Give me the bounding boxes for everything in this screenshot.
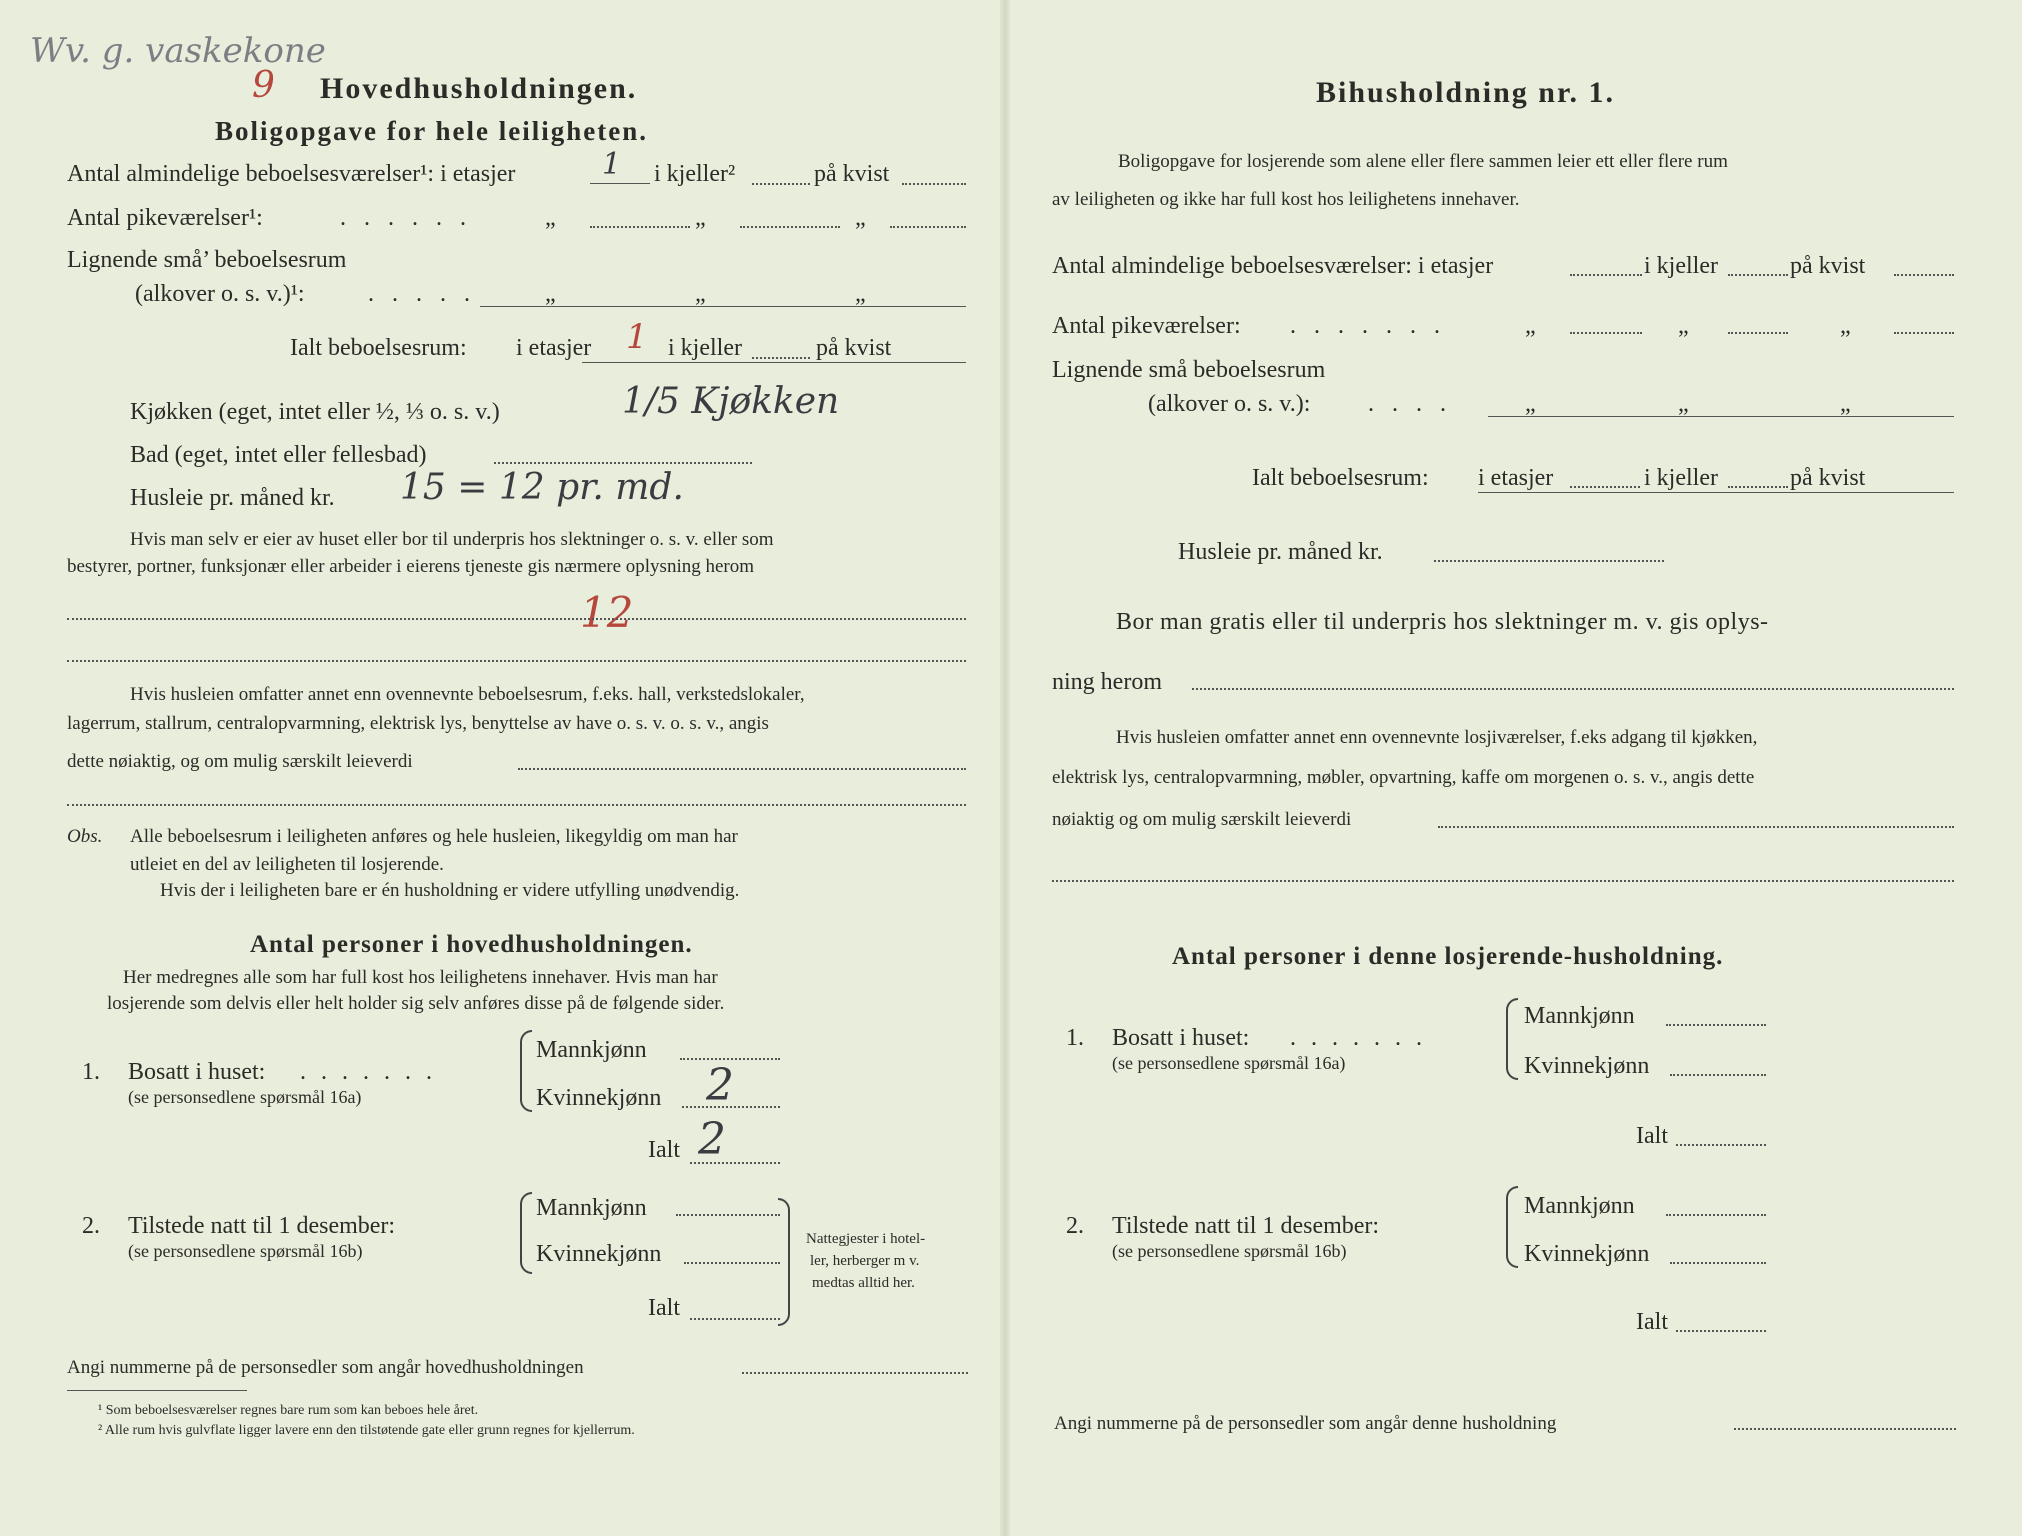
field-eier-1 — [67, 618, 966, 620]
nattegjester-bracket — [778, 1198, 790, 1326]
ditto-mark: „ — [1840, 313, 1851, 339]
r-row-husleie-label: Husleie pr. måned kr. — [1178, 539, 1383, 565]
value-12: 12 — [580, 588, 634, 637]
r-field-omfatter-2 — [1052, 880, 1954, 882]
r-para-gratis-line1: Bor man gratis eller til underpris hos slektninger m. v. gis oplys- — [1116, 609, 1769, 635]
field-angi — [742, 1372, 968, 1374]
r-q2-sub: (se personsedlene spørsmål 16b) — [1112, 1241, 1347, 1261]
obs-line1: Alle beboelsesrum i leiligheten anføres og hele husleien, likegyldig om man har — [130, 826, 738, 847]
q2-label: Tilstede natt til 1 desember: — [128, 1213, 396, 1239]
value-ialt-etasjer: 1 — [626, 317, 648, 357]
footnote-1: ¹ Som beboelsesværelser regnes bare rum som kan beboes hele året. — [98, 1403, 479, 1418]
field-kjeller — [752, 183, 810, 185]
r-field-lignende — [1488, 416, 1954, 417]
r-q2-mann-label: Mannkjønn — [1524, 1193, 1635, 1219]
r-row-lignende-label: Lignende små beboelsesrum — [1052, 357, 1326, 383]
q1-bracket — [520, 1030, 532, 1112]
field-omfatter-2 — [67, 804, 966, 806]
r-row-lignende-sub: (alkover o. s. v.): — [1148, 391, 1311, 417]
r-ialt-underline — [1478, 492, 1954, 493]
row-kjokken-label: Kjøkken (eget, intet eller ½, ⅓ o. s. v.) — [130, 399, 500, 425]
r-para-omfatter-line3: nøiaktig og om mulig særskilt leieverdi — [1052, 809, 1352, 830]
q1-ialt-label: Ialt — [648, 1137, 680, 1163]
leader-dots: .... — [1368, 391, 1464, 417]
ditto-mark: „ — [855, 281, 866, 307]
q1-number: 1. — [82, 1059, 100, 1085]
r-field-husleie — [1434, 560, 1664, 562]
ditto-mark: „ — [855, 205, 866, 231]
q1-kvinne-label: Kvinnekjønn — [536, 1085, 662, 1111]
para-omfatter-line1: Hvis husleien omfatter annet enn ovennevnte beboelsesrum, f.eks. hall, verkstedslokaler, — [130, 684, 805, 705]
r-field-q1-kvinne — [1670, 1074, 1766, 1076]
r-q1-label: Bosatt i huset: — [1112, 1025, 1250, 1051]
r-field-q2-mann — [1666, 1214, 1766, 1216]
row-lignende-sub: (alkover o. s. v.)¹: — [135, 281, 305, 307]
r-q2-label: Tilstede natt til 1 desember: — [1112, 1213, 1380, 1239]
label-kjeller: i kjeller² — [654, 161, 736, 187]
para-eier-line2: bestyrer, portner, funksjonær eller arbeider i eierens tjeneste gis nærmere oplysning herom — [67, 556, 755, 577]
footnote-2: ² Alle rum hvis gulvflate ligger lavere enn den tilstøtende gate eller grunn regnes for kjellerrum. — [98, 1423, 635, 1438]
row-bad-label: Bad (eget, intet eller fellesbad) — [130, 442, 427, 468]
field-eier-2 — [67, 660, 966, 662]
r-field-pike-etasjer — [1570, 332, 1642, 334]
ditto-mark: „ — [1678, 391, 1689, 417]
r-field-pike-kjeller — [1728, 332, 1788, 334]
value-kjokken: 1/5 Kjøkken — [622, 381, 840, 422]
r-label-ietasjer: i etasjer — [1478, 465, 1554, 491]
ditto-mark: „ — [545, 281, 556, 307]
row-pike-label: Antal pikeværelser¹: — [67, 205, 263, 231]
r-field-kvist — [1894, 274, 1954, 276]
r-label-ikjeller: i kjeller — [1644, 465, 1718, 491]
ditto-mark: „ — [1840, 391, 1851, 417]
leader-dots: ....... — [1290, 1025, 1437, 1051]
q2-kvinne-label: Kvinnekjønn — [536, 1241, 662, 1267]
q2-bracket — [520, 1192, 532, 1274]
r-para-omfatter-line2: elektrisk lys, centralopvarmning, møbler, opvartning, kaffe om morgenen o. s. v., angis dette — [1052, 767, 1755, 788]
r-para-omfatter-line1: Hvis husleien omfatter annet enn ovennevnte losjiværelser, f.eks adgang til kjøkken, — [1116, 727, 1758, 748]
q1-sub: (se personsedlene spørsmål 16a) — [128, 1087, 362, 1107]
persons-intro-line2: losjerende som delvis eller helt holder sig selv anføres disse på de følgende sider. — [107, 993, 725, 1014]
r-field-ialt-kjeller — [1728, 486, 1788, 488]
q1-mann-label: Mannkjønn — [536, 1037, 647, 1063]
page-fold — [1000, 0, 1010, 1536]
q2-ialt-label: Ialt — [648, 1295, 680, 1321]
r-label-ialt-kvist: på kvist — [1790, 465, 1866, 491]
r-row-almindelige-label: Antal almindelige beboelsesværelser: i etasjer — [1052, 253, 1494, 279]
r-q1-number: 1. — [1066, 1025, 1084, 1051]
ditto-mark: „ — [1525, 313, 1536, 339]
nattegjester-line2: ler, herberger m v. — [810, 1253, 920, 1269]
r-field-q2-ialt — [1676, 1330, 1766, 1332]
corner-note: Wv. g. vaskekone — [30, 31, 326, 71]
footnote-rule — [67, 1390, 247, 1391]
ditto-mark: „ — [695, 281, 706, 307]
row-almindelige-label: Antal almindelige beboelsesværelser¹: i etasjer — [67, 161, 516, 187]
r-field-angi — [1734, 1428, 1956, 1430]
r-field-q1-ialt — [1676, 1144, 1766, 1146]
r-angi-label: Angi nummerne på de personsedler som angår denne husholdning — [1054, 1413, 1557, 1434]
r-q2-number: 2. — [1066, 1213, 1084, 1239]
left-title: Hovedhusholdningen. — [320, 72, 638, 105]
r-field-omfatter-1 — [1438, 826, 1954, 828]
value-q1-kvinne: 2 — [706, 1060, 734, 1111]
label-ikjeller: i kjeller — [668, 335, 742, 361]
field-q2-ialt — [690, 1318, 780, 1320]
page-number: 9 — [252, 65, 275, 106]
obs-line2: utleiet en del av leiligheten til losjerende. — [130, 854, 444, 875]
r-q2-kvinne-label: Kvinnekjønn — [1524, 1241, 1650, 1267]
q2-sub: (se personsedlene spørsmål 16b) — [128, 1241, 363, 1261]
r-q1-ialt-label: Ialt — [1636, 1123, 1668, 1149]
angi-label: Angi nummerne på de personsedler som angår hovedhusholdningen — [67, 1357, 584, 1378]
field-kvist — [902, 183, 966, 185]
para-eier-line1: Hvis man selv er eier av huset eller bor til underpris hos slektninger o. s. v. eller som — [130, 529, 774, 550]
r-row-ialt-label: Ialt beboelsesrum: — [1252, 465, 1429, 491]
obs-line3: Hvis der i leiligheten bare er én husholdning er videre utfylling unødvendig. — [160, 880, 740, 901]
field-q2-mann — [676, 1214, 780, 1216]
ditto-mark: „ — [1525, 391, 1536, 417]
row-husleie-label: Husleie pr. måned kr. — [130, 485, 335, 511]
q2-number: 2. — [82, 1213, 100, 1239]
r-persons-title: Antal personer i denne losjerende-husholdning. — [1172, 943, 1724, 970]
para-omfatter-line3: dette nøiaktig, og om mulig særskilt leieverdi — [67, 751, 413, 772]
q2-mann-label: Mannkjønn — [536, 1195, 647, 1221]
r-q1-bracket — [1506, 998, 1518, 1080]
para-omfatter-line2: lagerrum, stallrum, centralopvarmning, elektrisk lys, benyttelse av have o. s. v. o. s. v., angis — [67, 713, 769, 734]
r-field-q1-mann — [1666, 1024, 1766, 1026]
field-bad — [494, 462, 752, 464]
r-q2-bracket — [1506, 1186, 1518, 1268]
field-ialt-kjeller — [752, 357, 810, 359]
field-lignende — [480, 306, 966, 307]
field-q2-kvinne — [684, 1262, 780, 1264]
obs-label: Obs. — [67, 826, 103, 847]
leader-dots: ..... — [368, 281, 488, 307]
value-husleie: 15 = 12 pr. md. — [400, 467, 684, 508]
r-row-pike-label: Antal pikeværelser: — [1052, 313, 1241, 339]
r-q1-sub: (se personsedlene spørsmål 16a) — [1112, 1053, 1346, 1073]
left-subtitle: Boligopgave for hele leiligheten. — [215, 116, 648, 146]
r-q2-ialt-label: Ialt — [1636, 1309, 1668, 1335]
persons-intro-line1: Her medregnes alle som har full kost hos leilighetens innehaver. Hvis man har — [123, 967, 718, 988]
leader-dots: ....... — [1290, 313, 1458, 339]
field-pike-kvist — [890, 226, 966, 228]
field-pike-kjeller — [740, 226, 840, 228]
persons-title: Antal personer i hovedhusholdningen. — [250, 931, 693, 958]
ditto-mark: „ — [695, 205, 706, 231]
right-intro-line2: av leiligheten og ikke har full kost hos leilighetens innehaver. — [1052, 189, 1520, 210]
r-field-ialt-etasjer — [1570, 486, 1640, 488]
nattegjester-line3: medtas alltid her. — [812, 1275, 915, 1291]
r-label-kjeller: i kjeller — [1644, 253, 1718, 279]
ditto-mark: „ — [545, 205, 556, 231]
field-pike-etasjer — [590, 226, 690, 228]
ditto-mark: „ — [1678, 313, 1689, 339]
label-kvist: på kvist — [814, 161, 890, 187]
right-intro-line1: Boligopgave for losjerende som alene eller flere sammen leier ett eller flere rum — [1118, 151, 1728, 172]
r-field-etasjer — [1570, 274, 1642, 276]
r-q1-kvinne-label: Kvinnekjønn — [1524, 1053, 1650, 1079]
nattegjester-line1: Nattegjester i hotel- — [806, 1231, 926, 1247]
r-label-kvist: på kvist — [1790, 253, 1866, 279]
r-field-q2-kvinne — [1670, 1262, 1766, 1264]
leader-dots: ...... — [340, 205, 484, 231]
field-etasjer — [590, 183, 650, 184]
ialt-underline — [582, 362, 966, 363]
value-q1-ialt: 2 — [698, 1114, 726, 1165]
q1-label: Bosatt i huset: — [128, 1059, 266, 1085]
field-omfatter-1 — [518, 768, 966, 770]
r-field-gratis — [1192, 688, 1954, 690]
right-title: Bihusholdning nr. 1. — [1316, 76, 1616, 109]
r-q1-mann-label: Mannkjønn — [1524, 1003, 1635, 1029]
label-ietasjer: i etasjer — [516, 335, 592, 361]
r-field-kjeller — [1728, 274, 1788, 276]
row-lignende-label: Lignende små’ beboelsesrum — [67, 247, 347, 273]
leader-dots: ....... — [300, 1059, 447, 1085]
label-kvist: på kvist — [816, 335, 892, 361]
value-etasjer: 1 — [602, 147, 622, 182]
r-field-pike-kvist — [1894, 332, 1954, 334]
row-ialt-label: Ialt beboelsesrum: — [290, 335, 467, 361]
r-para-gratis-line2: ning herom — [1052, 669, 1162, 695]
